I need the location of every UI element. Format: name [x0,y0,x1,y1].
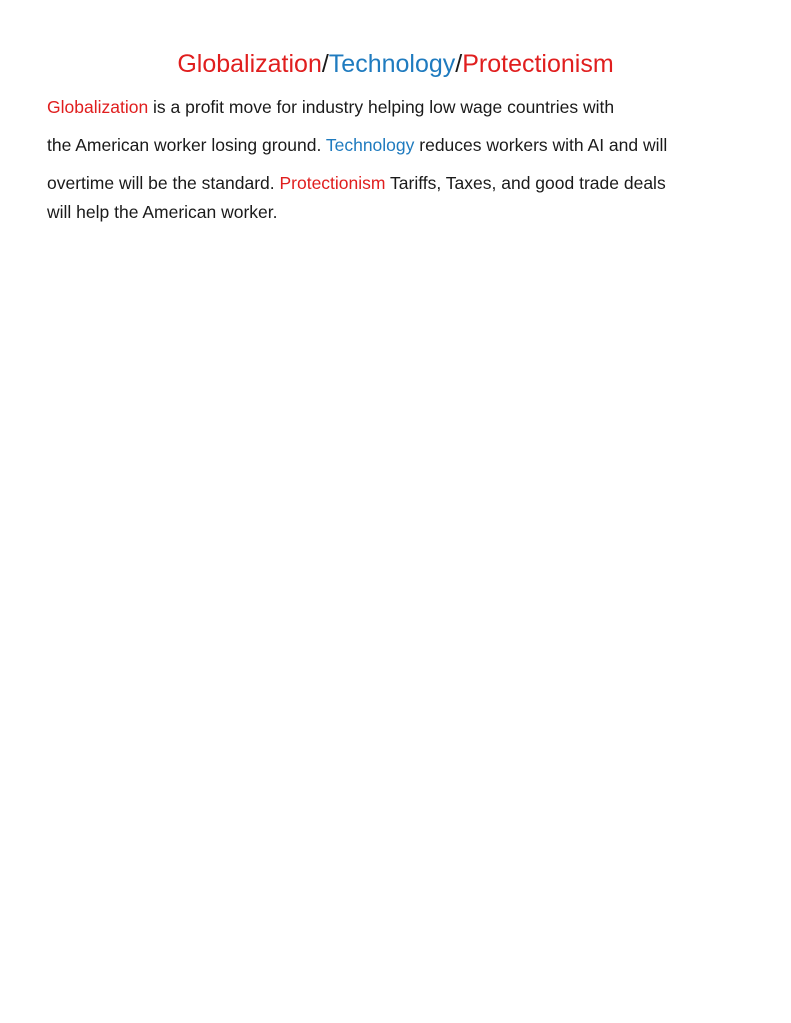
body-text: Tariffs, Taxes, and good trade deals [385,173,666,193]
body-text: is a profit move for industry helping low wage countries with [148,97,615,117]
keyword-globalization: Globalization [47,97,149,117]
body-line-3 [47,171,666,195]
body-text: the American worker losing ground. [47,135,326,155]
keyword-protectionism: Protectionism [279,173,386,193]
body-text: overtime will be the standard. [47,173,280,193]
body-line-4 [47,200,278,224]
body-text: will help the American worker. [47,202,278,222]
title-technology: Technology [328,50,456,78]
title-separator: / [321,50,329,78]
title-protectionism: Protectionism [462,50,614,78]
body-line-2 [47,133,667,157]
title-separator: / [455,50,463,78]
keyword-technology: Technology [325,135,415,155]
body-line-1 [47,95,614,119]
document-title [0,47,791,81]
body-text: reduces workers with AI and will [414,135,668,155]
title-globalization: Globalization [177,50,322,78]
